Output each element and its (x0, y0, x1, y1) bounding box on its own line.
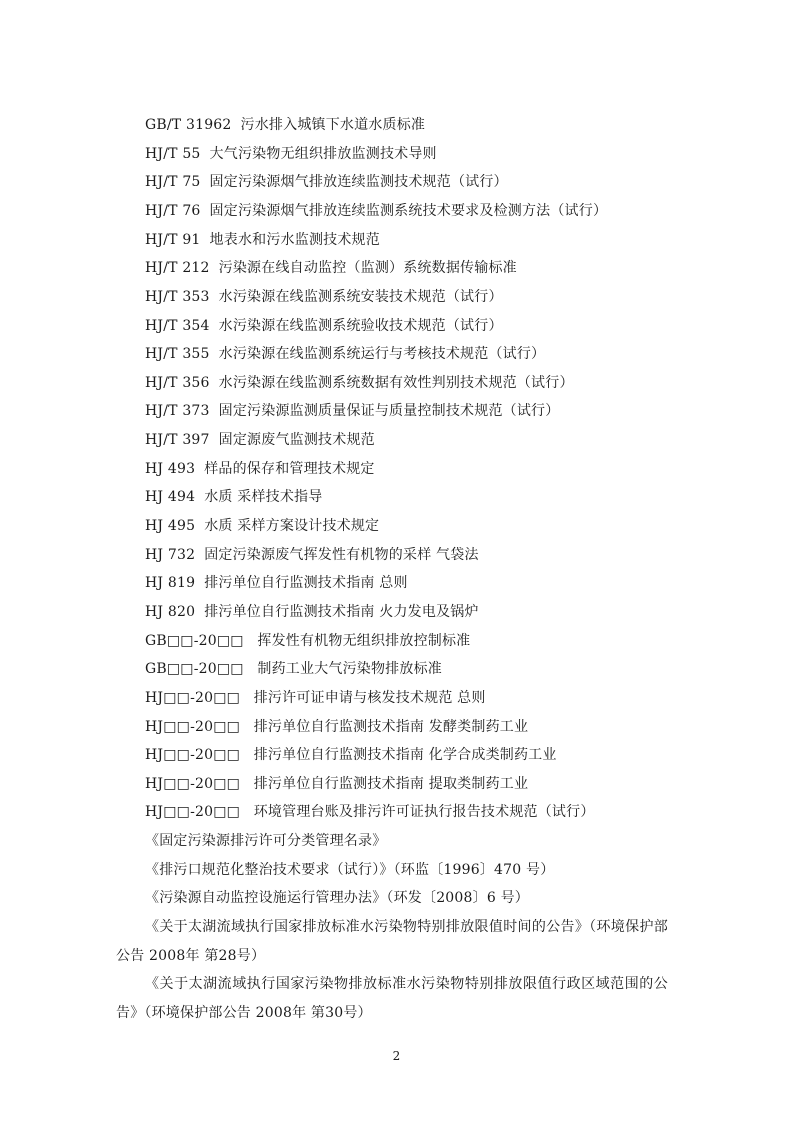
standard-code: HJ 494 (145, 489, 196, 505)
standard-code: HJ□□-20□□ (145, 747, 241, 763)
standard-code: HJ/T 373 (145, 403, 210, 419)
standard-title: 地表水和污水监测技术规范 (209, 232, 380, 248)
standard-code: HJ/T 55 (145, 146, 201, 162)
list-item (145, 373, 574, 393)
list-item (145, 573, 408, 593)
document-reference: 《污染源自动监控设施运行管理办法》（环发〔2008〕6 号） (145, 890, 529, 906)
list-item (145, 258, 517, 278)
standard-title: 环境管理台账及排污许可证执行报告技术规范（试行） (249, 804, 595, 820)
standard-title: 排污单位自行监测技术指南 发酵类制药工业 (249, 719, 529, 735)
standard-code: HJ/T 354 (145, 318, 210, 334)
standard-code: HJ/T 76 (145, 203, 201, 219)
page-number: 2 (392, 1049, 401, 1063)
standard-code: HJ 493 (145, 461, 196, 477)
standard-title: 排污单位自行监测技术指南 总则 (204, 575, 408, 591)
standard-code: HJ□□-20□□ (145, 804, 241, 820)
standard-code: GB□□-20□□ (145, 661, 244, 677)
document-reference: 《固定污染源排污许可分类管理名录》 (145, 833, 387, 849)
standard-title: 水污染源在线监测系统验收技术规范（试行） (218, 318, 503, 334)
list-item (145, 802, 595, 822)
list-item (145, 459, 375, 479)
list-item (145, 717, 528, 737)
list-item (145, 430, 375, 450)
document-paragraph: 《关于太湖流域执行国家污染物排放标准水污染物特别排放限值行政区域范围的公告》（环境保护部公告 2008年 第30号） (116, 976, 668, 1021)
standard-title: 大气污染物无组织排放监测技术导则 (209, 146, 437, 162)
standard-code: HJ/T 355 (145, 346, 210, 362)
standard-title: 水污染源在线监测系统安装技术规范（试行） (218, 289, 503, 305)
standard-code: HJ□□-20□□ (145, 690, 241, 706)
standard-title: 固定源废气监测技术规范 (218, 432, 375, 448)
standard-title: 水质 采样方案设计技术规定 (204, 518, 380, 534)
list-item (145, 344, 545, 364)
standard-title: 水质 采样技术指导 (204, 489, 323, 505)
list-item (145, 115, 425, 135)
standard-title: 固定污染源监测质量保证与质量控制技术规范（试行） (218, 403, 560, 419)
list-item (145, 487, 322, 507)
standard-title: 固定污染源烟气排放连续监测系统技术要求及检测方法（试行） (209, 203, 608, 219)
standard-code: HJ 819 (145, 575, 196, 591)
standard-title: 水污染源在线监测系统数据有效性判别技术规范（试行） (218, 375, 574, 391)
standard-title: 水污染源在线监测系统运行与考核技术规范（试行） (218, 346, 546, 362)
standard-code: GB/T 31962 (145, 117, 232, 133)
list-item (145, 774, 528, 794)
standard-title: 排污单位自行监测技术指南 火力发电及锅炉 (204, 604, 479, 620)
list-item (145, 602, 479, 622)
list-item (145, 745, 557, 765)
standard-code: HJ/T 353 (145, 289, 210, 305)
standard-title: 污水排入城镇下水道水质标准 (240, 117, 426, 133)
standard-title: 固定污染源废气挥发性有机物的采样 气袋法 (204, 547, 479, 563)
list-item (145, 172, 508, 192)
standard-title: 固定污染源烟气排放连续监测技术规范（试行） (209, 174, 508, 190)
list-item (145, 316, 503, 336)
document-paragraph: 《关于太湖流域执行国家排放标准水污染物特别排放限值时间的公告》（环境保护部公告 2008年 第28号） (116, 919, 668, 964)
standard-code: HJ 820 (145, 604, 196, 620)
standard-code: HJ/T 356 (145, 375, 210, 391)
list-item (145, 659, 442, 679)
standard-code: HJ□□-20□□ (145, 776, 241, 792)
list-item (145, 545, 479, 565)
standard-code: HJ 495 (145, 518, 196, 534)
standard-title: 排污单位自行监测技术指南 化学合成类制药工业 (249, 747, 557, 763)
standard-code: GB□□-20□□ (145, 633, 244, 649)
standard-title: 排污许可证申请与核发技术规范 总则 (249, 690, 486, 706)
standard-title: 污染源在线自动监控（监测）系统数据传输标准 (218, 260, 517, 276)
standard-title: 挥发性有机物无组织排放控制标准 (252, 633, 471, 649)
standard-title: 制药工业大气污染物排放标准 (252, 661, 442, 677)
document-reference: 《排污口规范化整治技术要求（试行）》（环监〔1996〕470 号） (145, 862, 555, 878)
standard-code: HJ□□-20□□ (145, 719, 241, 735)
list-item (145, 287, 503, 307)
list-item (145, 631, 470, 651)
list-item (145, 516, 379, 536)
standard-code: HJ/T 397 (145, 432, 210, 448)
standard-code: HJ 732 (145, 547, 196, 563)
list-item (145, 230, 380, 250)
list-item (145, 688, 486, 708)
standard-title: 样品的保存和管理技术规定 (204, 461, 375, 477)
standard-code: HJ/T 91 (145, 232, 201, 248)
standard-code: HJ/T 75 (145, 174, 201, 190)
list-item (145, 201, 607, 221)
standard-code: HJ/T 212 (145, 260, 210, 276)
standard-title: 排污单位自行监测技术指南 提取类制药工业 (249, 776, 529, 792)
list-item (145, 144, 437, 164)
list-item (145, 401, 559, 421)
